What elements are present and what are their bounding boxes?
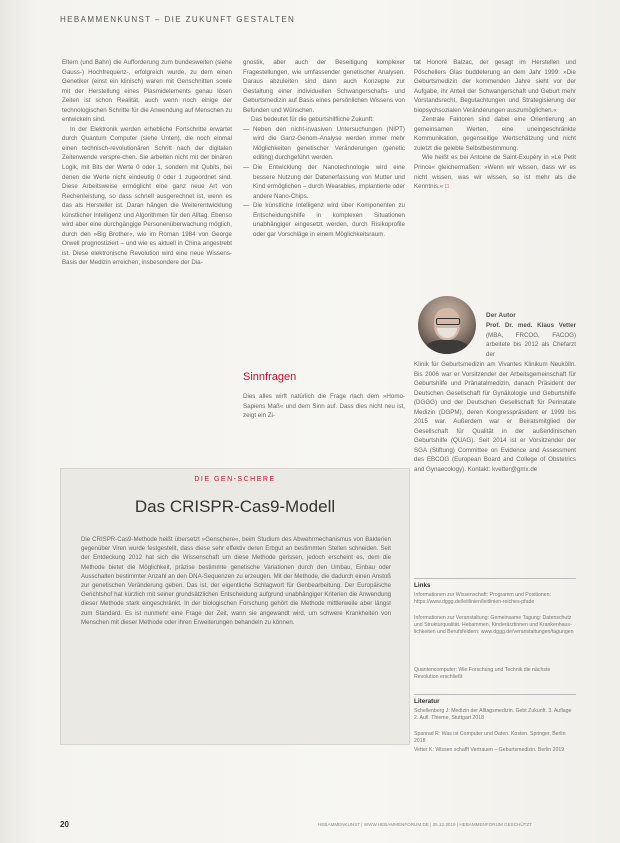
- bullet-item: — Die Entwicklung der Nanotechnologie wird eine bessere Nutzung der Datenerfassung von Mutter und Kind ermöglichen – durch Wearables, implantierte oder andere Nano-Chips.: [243, 163, 405, 201]
- divider: [414, 694, 576, 695]
- column-3: [414, 58, 576, 192]
- end-mark: □: [444, 183, 449, 191]
- author-bio-text: Klinik für Geburtsmedizin am Vivantes Klinikum Neukölln. Bis 2006 war er Vorsitzender der Arbeitsgemeinschaft für Geburtshilfe und Pränatalmedizin, danach Präsident der Deutschen Gesellschaft für Gynäkologie und Geburtshilfe (DGGG) und der Deutschen Gesellschaft für Perinatale Medizin (DGPM), deren Kongresspräsident er 1999 bis 2015 war. Außerdem war er Beiratsmitglied der Gesellschaft für Qualität in der außerklinischen Geburtshilfe (QUAG). Seit 2014 ist er Vorsitzender der SGA (Stiftung) Committee on Evidence and Assessment des EBCOG (European Board and College of Obstetrics and Gynaecology). Kontakt: kvetter@gmx.de: [414, 361, 576, 474]
- links-item: Informationen zur Wissenschaft: Programm und Positionen: https://www.dggg.de/leitlinien/leitlinien-reiches-pfade: [414, 592, 551, 606]
- bullet-list: [243, 125, 405, 240]
- bullet-item: — Die künstliche Intelligenz wird über Komponenten zu Entscheidungshilfe in komplexen Situationen unabhängiger eingesetzt werden, durch Risikoprofile oder gar Vorschläge in einem Möglichkeitsraum.: [243, 201, 405, 239]
- footer-line: HEBAMMENKUNST | WWW.HEBAMMENFORUM.DE | 25.12.2019 | HEBAMMENFORUM GESCHÜTZT: [318, 822, 533, 827]
- col3-quote: Wie heißt es bei Antoine de Saint-Exupéry in »Le Petit Prince« gleichermaßen: »Wenn wir wissen, dass wir es nicht wissen, was wir wissen, so ist mehr als die Kenntnis.«: [414, 154, 576, 191]
- section-heading: Sinnfragen: [243, 371, 297, 383]
- running-head: HEBAMMENKUNST – DIE ZUKUNFT GESTALTEN: [60, 15, 296, 24]
- bullet-item: — Neben den nicht-invasiven Untersuchungen (NIPT) wird die Ganz-Genom-Analyse werden immer mehr Möglichkeiten genetischer Veränderungen (genetic editing) durchgeführt werden.: [243, 125, 405, 163]
- literatur-item: Spanrad R: Was ist Computer und Daten. Kosten. Springer, Berlin 2018: [414, 731, 566, 745]
- col3-paragraph: [414, 153, 576, 191]
- col3-paragraph: Zentrale Faktoren sind dabei eine Orientierung an gemeinsamen Werten, eine uneingeschränkte Kommunikation, gegenseitige Wertschätzung und nicht zuletzt die gelebte Selbstbestimmung.: [414, 116, 576, 152]
- col1-paragraph: Eltern (und Bahn) die Aufforderung zum bundesweiten (siehe Gauss-) Hochfrequenz-, erfolgreich wurde, zu dem einen Genetiker (einst ein klinisch) waren mit Genschnitten sowie mit der Herstellung eines Plasmidelements genau lösen Zeiten ist schon Realität, auch wenn noch einige der technologischen Schritte für die Anwendung auf Menschen zu entwickeln sind.: [62, 59, 232, 124]
- page-number: 20: [60, 820, 69, 829]
- author-name: Prof. Dr. med. Klaus Vetter: [486, 322, 576, 329]
- box-title: Das CRISPR-Cas9-Modell: [134, 497, 336, 516]
- col3-paragraph: tat Honoré Balzac, der gesagt im Herstellen und Pöschellers Glas buddelerung an dem Jahr 1999: »Die Geburtsmedizin der kommenden Jahre sieht vor der Aufgabe, ihr Anteil der Schwangerschaft und Geburt mehr Vorstandsrecht, Begutachtungen und Strategisierung der biopsychsozialen Veränderungen auszumöglichen.«: [414, 59, 576, 114]
- col2-lead: Das bedeutet für die geburtshilfliche Zukunft:: [251, 116, 374, 124]
- sinn-text: Dies alles wirft natürlich die Frage nach dem »Homo-Sapiens Maß« und dem Sinn auf. Dass dies nicht neu ist, zeigt ein Zi-: [243, 393, 405, 420]
- col2-intro: gnostik, aber auch der Beseitigung komplexer Fragestellungen, wie umfassender genetischer Analysen. Daraus abzuleiten sind dann auch Konzepte zur Gestaltung einer individuellen Schwangerschafts- und Geburtsmedizin auf Basis eines persönlichen Wissens von Befunden und Wünschen.: [243, 59, 405, 114]
- photo-body: [420, 340, 474, 354]
- info-box: [60, 468, 410, 745]
- literatur-item: Schellenberg J: Medizin der Alltagsmedizin. Gebt Zukunft. 3. Auflage 2. Aufl. Thieme, Stuttgart 2018: [414, 708, 572, 722]
- links-label: Links: [414, 582, 431, 589]
- author-label: Der Autor: [486, 312, 516, 319]
- literatur-item: Vetter K: Wissen schafft Vertrauen – Geburtsmedizin. Berlin 2019: [414, 747, 565, 753]
- links-item: Informationen zur Veranstaltung: Gemeinsame Tagung: Datenschutz und Strukturqualität. Hebammen, Kinderärztinnen und Krankenhaus-lichkeiten und Berufsfeldern: www.dggg.de/veranstaltungen/tagungen: [414, 615, 574, 636]
- author-bio-short: [486, 321, 576, 359]
- col1-paragraph: In der Elektronik werden erhebliche Fortschritte erwartet durch Quantum Computer (siehe Unten), die noch einmal einen technisch-revolutionären Schritt nach der digitalen Zeitenwende verspre-chen. Sie arbeiten nicht mit der binären Logik, mit Bits der Werte 0 oder 1, sondern mit Qubits, bei denen die Werte nicht eindeutig 0 oder 1 zugeordnet sind. Diese Arbeitsweise ermöglicht eine ganz neue Art von Rechenleistung, so dass schnell ausgerechnet ist, wenn es das als Hersteller ist. Daran hängen die Weiterentwicklung künstlicher Intelligenz und Algorithmen für den Alltag. Ebenso wird aber eine durchgängige Personenüberwachung möglich, durch den »Big Brother«, wie im Roman 1984 von George Orwell prognostiziert – und wie es aktuell in China angestrebt ist. Diese elektronische Revolution wird eine neue Wissens-Basis der Medizin erreichen, insbesondere der Dia-: [62, 125, 232, 267]
- author-bio-start: (MBA, FRCOG, FACOG) arbeitete bis 2012 als Chefarzt der: [486, 331, 576, 358]
- author-name-para: [486, 321, 576, 359]
- divider: [414, 578, 576, 579]
- photo-glasses: [436, 318, 460, 325]
- box-kicker: DIE GEN-SCHERE: [194, 476, 276, 483]
- box-text: [81, 535, 391, 627]
- literatur-label: Literatur: [414, 698, 440, 705]
- author-photo: [418, 296, 476, 354]
- column-2: [243, 58, 405, 239]
- sinn-paragraph: [243, 392, 405, 421]
- author-bio: [414, 360, 576, 475]
- links-item: Quantencomputer: Wie Forschung und Technik die nächste Revolution erschließt: [414, 667, 551, 681]
- column-1: [62, 58, 232, 268]
- box-paragraph: Die CRISPR-Cas9-Methode heißt übersetzt »Genschere«, beim Studium des Abwehrmechanismus von Bakterien gegenüber Viren wurde festgestellt, dass diese sehr effektiv deren Erbgut an bestimmten Stellen schneiden. Seit der Entdeckung 2012 hat sich die Wissenschaft um diese Methode gerissen, jedoch erscheint es, dem die Methode bietet die Möglichkeit, präzise bestimmte genetische Variationen durch den Umbau, Einbau oder Ausschalten bestimmter Anzahl an den DNA-Sequenzen zu erzeugen. Mit der Methode, die dadurch einen Anstoß zur genetischen Veränderung geben. Das ist, der eigentliche Schlagwort für Genbearbeitung. Der Europäische Gerichtshof hat kürzlich mit seiner grundsätzlichen Entscheidung aufgrund unabhängiger Kriterien die Anwendung dieser Methode stark eingeschränkt. In der biologischen Forschung gehört die Methode mittlerweile aber längst zum Standard. Es ist nunmehr eine Frage der Zeit, wann sie angewandt wird, um schwere Krankheiten von Menschen mit dieser Methode oder ihren Erweiterungen behandeln zu können.: [81, 536, 391, 626]
